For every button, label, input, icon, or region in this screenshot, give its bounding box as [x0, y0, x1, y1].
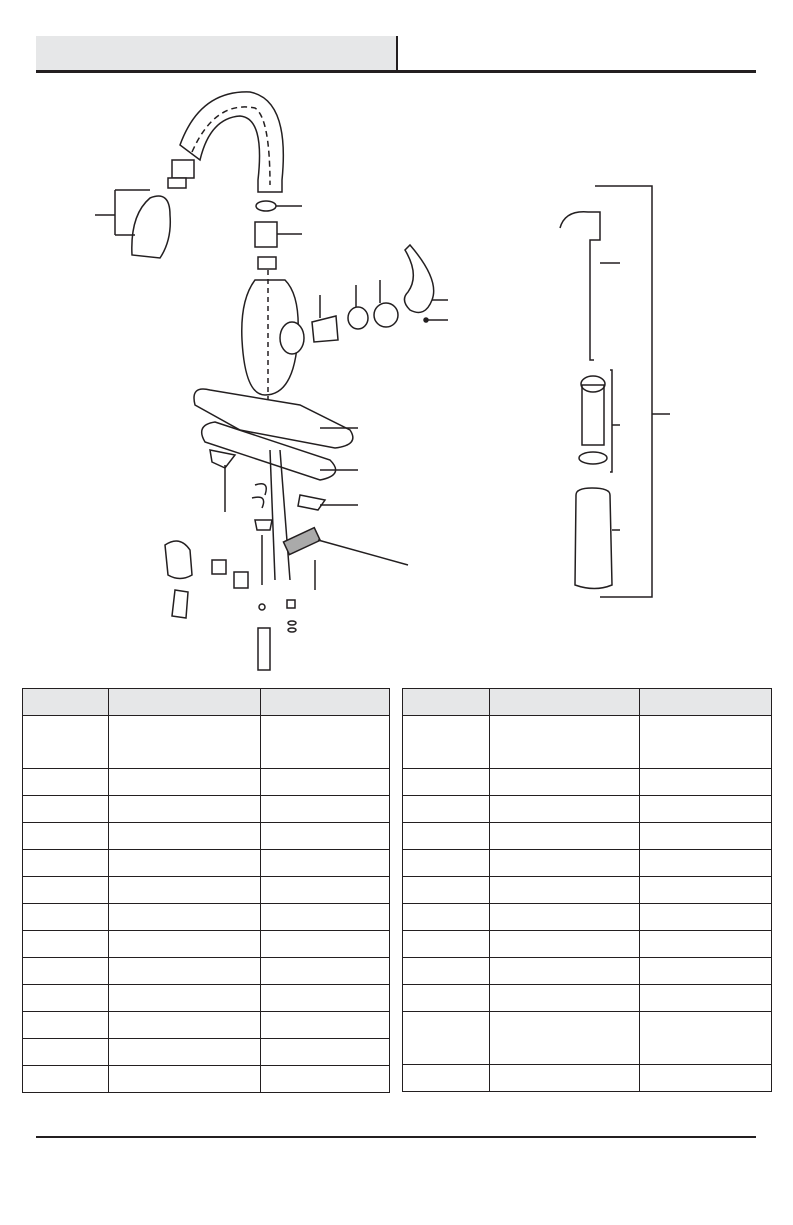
nut-part: [255, 222, 277, 247]
table-row: [23, 877, 390, 904]
table-cell: [261, 796, 390, 823]
table-row: [23, 985, 390, 1012]
table-cell: [261, 985, 390, 1012]
table-row: [23, 823, 390, 850]
table-cell: [403, 904, 490, 931]
table-cell: [23, 850, 109, 877]
table-cell: [261, 716, 390, 769]
body-port: [280, 322, 304, 354]
table-cell: [640, 985, 772, 1012]
table-cell: [403, 958, 490, 985]
header-description: [490, 689, 640, 716]
table-cell: [490, 1065, 640, 1092]
table-row: [23, 769, 390, 796]
header-part-number: [640, 689, 772, 716]
weight-part: [283, 528, 320, 555]
table-cell: [109, 958, 261, 985]
table-cell: [640, 716, 772, 769]
cartridge-part: [312, 316, 338, 342]
table-cell: [403, 877, 490, 904]
table-cell: [640, 931, 772, 958]
table-row: [23, 1012, 390, 1039]
table-row: [403, 877, 772, 904]
table-cell: [109, 796, 261, 823]
table-cell: [640, 1065, 772, 1092]
table-cell: [23, 796, 109, 823]
spray-connector: [168, 178, 186, 188]
table-cell: [23, 716, 109, 769]
table-row: [23, 904, 390, 931]
table-cell: [490, 716, 640, 769]
table-cell: [261, 850, 390, 877]
cap-part: [374, 303, 398, 327]
table-row: [403, 931, 772, 958]
table-cell: [23, 958, 109, 985]
table-cell: [261, 769, 390, 796]
table-cell: [23, 823, 109, 850]
table-cell: [23, 1066, 109, 1093]
table-cell: [403, 796, 490, 823]
table-cell: [261, 877, 390, 904]
header-part: [23, 689, 109, 716]
table-cell: [403, 1012, 490, 1065]
soap-bottle-part: [575, 488, 612, 589]
table-row: [23, 931, 390, 958]
table-cell: [261, 1012, 390, 1039]
header-bar: [36, 36, 397, 70]
table-cell: [23, 769, 109, 796]
sprayhead-shape: [132, 196, 170, 258]
table-row: [23, 796, 390, 823]
table-cell: [490, 823, 640, 850]
bonnet-part: [348, 307, 368, 329]
table-header-row: [403, 689, 772, 716]
table-cell: [23, 1012, 109, 1039]
table-cell: [640, 769, 772, 796]
table-row: [23, 850, 390, 877]
table-cell: [403, 1065, 490, 1092]
table-cell: [403, 931, 490, 958]
header-description: [109, 689, 261, 716]
table-cell: [261, 1039, 390, 1066]
table-cell: [640, 904, 772, 931]
table-cell: [640, 796, 772, 823]
table-cell: [109, 823, 261, 850]
table-cell: [403, 985, 490, 1012]
table-cell: [23, 931, 109, 958]
table-row: [403, 769, 772, 796]
table-row: [403, 823, 772, 850]
table-cell: [261, 904, 390, 931]
table-cell: [640, 823, 772, 850]
table-cell: [490, 877, 640, 904]
table-row: [403, 716, 772, 769]
header-rule: [36, 70, 756, 73]
table-cell: [109, 716, 261, 769]
table-cell: [109, 1039, 261, 1066]
table-cell: [109, 769, 261, 796]
table-cell: [403, 769, 490, 796]
table-cell: [261, 1066, 390, 1093]
table-row: [403, 850, 772, 877]
table-cell: [490, 904, 640, 931]
table-cell: [261, 958, 390, 985]
table-header-row: [23, 689, 390, 716]
soap-body-part: [582, 385, 604, 445]
footer-rule: [36, 1136, 756, 1138]
table-cell: [490, 1012, 640, 1065]
hose-guide: [172, 590, 188, 618]
spray-collar: [172, 160, 194, 178]
table-row: [23, 1039, 390, 1066]
table-cell: [109, 985, 261, 1012]
table-cell: [403, 850, 490, 877]
o-ring-part: [256, 201, 276, 211]
table-cell: [23, 1039, 109, 1066]
table-row: [403, 958, 772, 985]
table-row: [403, 985, 772, 1012]
table-cell: [640, 850, 772, 877]
parts-table-left: [22, 688, 390, 1093]
table-cell: [109, 850, 261, 877]
header-part-number: [261, 689, 390, 716]
set-screw-part: [424, 318, 428, 322]
nut-right: [234, 572, 248, 588]
mounting-bracket-part: [210, 450, 235, 468]
table-cell: [640, 958, 772, 985]
exploded-parts-diagram: [0, 80, 793, 680]
table-cell: [403, 823, 490, 850]
table-cell: [109, 1066, 261, 1093]
table-cell: [640, 1012, 772, 1065]
table-cell: [23, 985, 109, 1012]
quick-connect: [258, 628, 270, 670]
hose-coupler: [258, 257, 276, 269]
table-cell: [490, 796, 640, 823]
table-cell: [23, 877, 109, 904]
table-row: [23, 1066, 390, 1093]
table-cell: [490, 769, 640, 796]
table-cell: [109, 904, 261, 931]
header-divider: [396, 36, 398, 73]
parts-table-right: [402, 688, 772, 1092]
table-cell: [109, 931, 261, 958]
table-row: [403, 1065, 772, 1092]
table-cell: [490, 958, 640, 985]
hose-clip: [165, 541, 192, 579]
table-cell: [109, 877, 261, 904]
soap-pump-part: [560, 212, 600, 360]
table-cell: [640, 877, 772, 904]
table-cell: [23, 904, 109, 931]
table-cell: [261, 931, 390, 958]
nut-left: [212, 560, 226, 574]
table-cell: [261, 823, 390, 850]
table-row: [403, 1012, 772, 1065]
table-cell: [109, 1012, 261, 1039]
table-cell: [403, 716, 490, 769]
bracket-right: [298, 495, 325, 510]
table-row: [403, 796, 772, 823]
handle-part: [404, 245, 433, 312]
table-row: [23, 716, 390, 769]
table-row: [403, 904, 772, 931]
table-cell: [490, 850, 640, 877]
table-cell: [490, 931, 640, 958]
table-cell: [490, 985, 640, 1012]
header-part: [403, 689, 490, 716]
table-row: [23, 958, 390, 985]
